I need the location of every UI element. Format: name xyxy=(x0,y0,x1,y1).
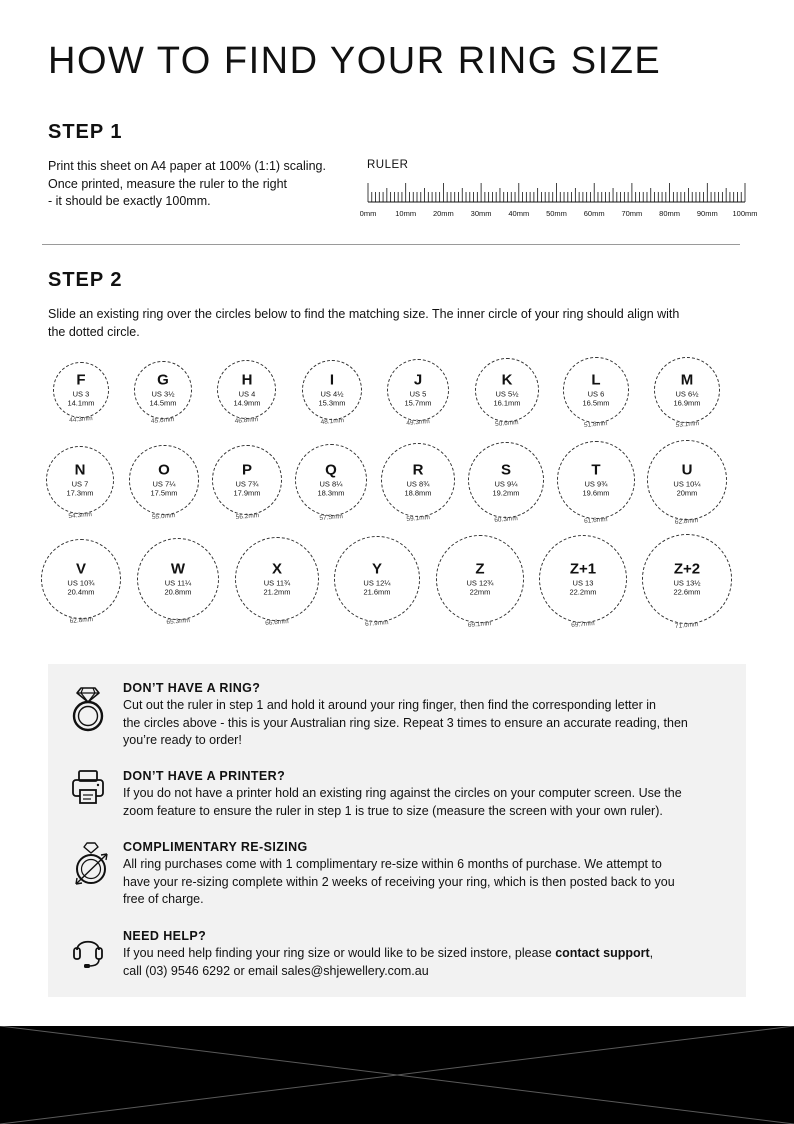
resizing-text xyxy=(123,856,723,909)
help-text xyxy=(123,945,723,980)
ruler-label: RULER xyxy=(367,159,409,171)
contact-support-link[interactable]: contact support xyxy=(555,946,650,960)
resize-ring-icon xyxy=(70,840,114,892)
ring-size-circle xyxy=(46,446,115,521)
ring-letter: X xyxy=(271,560,282,578)
ring-size-circle xyxy=(468,442,544,525)
ring-us-size: US 9¼ xyxy=(494,479,518,489)
help-heading: NEED HELP? xyxy=(123,929,207,943)
ring-diameter: 15.3mm xyxy=(318,398,346,408)
no-ring-heading: DON’T HAVE A RING? xyxy=(123,681,261,695)
ruler-tick-label: 90mm xyxy=(696,209,718,218)
ring-diameter: 22.6mm xyxy=(673,587,701,597)
ring-label xyxy=(335,560,419,597)
ring-label xyxy=(648,461,725,498)
ring-us-size: US 11¼ xyxy=(164,578,192,588)
ring-us-size: US 5 xyxy=(409,389,427,399)
ring-size-circle xyxy=(212,445,283,522)
ring-label xyxy=(296,461,366,498)
step2-instructions: Slide an existing ring over the circles below to find the matching size. The inner circle of your ring should align with the dotted circle. xyxy=(48,307,680,339)
ring-us-size: US 7¾ xyxy=(235,479,259,489)
ring-circumference: 46.8mm xyxy=(234,416,259,426)
ring-letter: F xyxy=(76,371,86,389)
ring-us-size: US 8¼ xyxy=(319,479,343,489)
step1-instructions xyxy=(48,158,348,211)
ruler-tick-label: 50mm xyxy=(546,209,567,218)
ring-size-circle xyxy=(217,360,276,426)
ruler xyxy=(360,176,780,224)
ring-diameter: 21.2mm xyxy=(263,587,291,597)
ring-icon xyxy=(70,682,106,732)
ring-us-size: US 3 xyxy=(72,389,90,399)
ring-circumference: 57.5mm xyxy=(318,513,343,523)
ring-label xyxy=(388,371,448,408)
ruler-tick-label: 30mm xyxy=(470,209,492,218)
ring-diameter: 19.2mm xyxy=(492,488,520,498)
ring-circumference: 44.3mm xyxy=(68,414,93,424)
ring-circumference: 55.0mm xyxy=(151,511,176,521)
ring-letter: L xyxy=(591,371,601,389)
ring-size-circle xyxy=(41,539,122,626)
ring-letter: Z+2 xyxy=(673,560,701,578)
ring-circumference: 51.8mm xyxy=(583,419,608,429)
ring-label xyxy=(42,560,121,597)
ruler-tick-label: 0mm xyxy=(360,209,377,218)
ring-letter: W xyxy=(170,560,186,578)
ring-circumference: 66.6mm xyxy=(264,617,289,627)
ring-size-circle xyxy=(235,537,319,627)
ring-diameter: 14.5mm xyxy=(149,398,177,408)
ring-us-size: US 4 xyxy=(238,389,256,399)
ring-size-circle xyxy=(642,534,731,630)
ring-us-size: US 9¾ xyxy=(584,479,608,489)
text-line: zoom feature to ensure the ruler in step 1 is true to size (measure the screen with your own ruler). xyxy=(123,803,663,818)
ring-letter: N xyxy=(74,461,86,479)
ruler-tick-label: 10mm xyxy=(395,209,417,218)
ring-us-size: US 6 xyxy=(587,389,605,399)
text-line: the circles above - this is your Australian ring size. Repeat 3 times to ensure an accurate reading, then xyxy=(123,715,688,730)
ring-circumference: 62.8mm xyxy=(674,516,699,526)
ring-diameter: 15.7mm xyxy=(404,398,432,408)
text-line: have your re-sizing complete within 2 weeks of receiving your ring, which is then posted back to you xyxy=(123,874,675,889)
ring-diameter: 17.9mm xyxy=(233,488,261,498)
ring-label xyxy=(213,461,282,498)
ring-size-circle xyxy=(53,362,109,424)
ring-label xyxy=(655,371,720,408)
ring-diameter: 14.9mm xyxy=(233,398,261,408)
ring-circumference: 61.6mm xyxy=(583,515,608,525)
ring-letter: U xyxy=(681,461,693,479)
ring-letter: H xyxy=(241,371,253,389)
ruler-tick-label: 20mm xyxy=(432,209,454,218)
step1-line: - it should be exactly 100mm. xyxy=(48,194,211,208)
no-printer-text xyxy=(123,785,723,820)
ring-us-size: US 4½ xyxy=(320,389,344,399)
no-ring-section xyxy=(123,680,723,750)
ring-size-circle xyxy=(436,535,523,629)
text-line: Cut out the ruler in step 1 and hold it around your ring finger, then find the corresponding letter in xyxy=(123,698,656,712)
ring-us-size: US 12¾ xyxy=(466,578,494,588)
ring-us-size: US 11¾ xyxy=(263,578,291,588)
text-line: If you do not have a printer hold an existing ring against the circles on your computer screen. Use the xyxy=(123,786,682,800)
ring-circumference: 50.6mm xyxy=(494,418,519,428)
ring-diameter: 14.1mm xyxy=(67,398,95,408)
ring-circumference: 53.1mm xyxy=(674,420,699,430)
ring-label xyxy=(130,461,197,498)
ring-circumference: 49.3mm xyxy=(405,418,430,428)
ring-us-size: US 7¼ xyxy=(152,479,176,489)
ring-label xyxy=(469,461,543,498)
no-printer-section xyxy=(123,768,723,820)
ring-us-size: US 10¼ xyxy=(673,479,701,489)
ring-circumference: 69.1mm xyxy=(467,619,492,629)
text-line: free of charge. xyxy=(123,892,204,906)
ruler-tick-label: 70mm xyxy=(621,209,643,218)
footer-graphic xyxy=(0,1026,794,1124)
ring-diameter: 16.1mm xyxy=(493,398,521,408)
text-line: you’re ready to order! xyxy=(123,733,242,747)
printer-icon xyxy=(70,768,106,808)
ring-size-circle xyxy=(334,536,420,628)
help-text-suffix: , xyxy=(649,946,654,960)
ring-letter: Y xyxy=(371,560,382,578)
ruler-tick-label: 40mm xyxy=(508,209,530,218)
ring-us-size: US 8¾ xyxy=(406,479,430,489)
ring-letter: P xyxy=(241,461,252,479)
no-ring-text xyxy=(123,697,723,750)
ring-diameter: 18.3mm xyxy=(317,488,345,498)
ring-letter: Q xyxy=(325,461,337,479)
ring-size-circle xyxy=(137,538,219,627)
help-section xyxy=(123,928,723,980)
ring-diameter: 22mm xyxy=(469,587,491,597)
ring-label xyxy=(558,461,634,498)
ring-circumference: 45.6mm xyxy=(150,415,175,425)
ring-diameter: 18.8mm xyxy=(404,488,432,498)
ring-us-size: US 7 xyxy=(71,479,89,489)
ring-letter: V xyxy=(75,560,86,578)
ring-label xyxy=(437,560,522,597)
ring-size-circle xyxy=(381,443,455,524)
ring-label xyxy=(47,461,114,498)
ring-size-circle xyxy=(539,535,627,629)
ring-letter: R xyxy=(412,461,424,479)
ring-us-size: US 13 xyxy=(572,578,594,588)
ring-us-size: US 6½ xyxy=(675,389,699,399)
text-line xyxy=(123,946,653,960)
ring-letter: K xyxy=(501,371,513,389)
page-title: HOW TO FIND YOUR RING SIZE xyxy=(48,40,662,82)
step1-heading: STEP 1 xyxy=(48,121,123,143)
ring-label xyxy=(54,371,108,408)
ring-circumference: 59.1mm xyxy=(405,514,430,524)
ring-diameter: 20.8mm xyxy=(164,587,192,597)
ring-circumference: 54.3mm xyxy=(67,511,92,521)
ring-label xyxy=(218,371,275,408)
ring-circumference: 67.9mm xyxy=(364,618,389,628)
ring-us-size: US 12¼ xyxy=(363,578,391,588)
divider xyxy=(42,244,740,245)
ring-circumference: 56.2mm xyxy=(234,512,259,522)
ring-us-size: US 13½ xyxy=(673,578,701,588)
step1-line: Once printed, measure the ruler to the right xyxy=(48,176,288,191)
ring-diameter: 17.5mm xyxy=(150,488,178,498)
footer-band xyxy=(0,1026,794,1124)
ring-size-circle xyxy=(557,441,635,525)
ring-label xyxy=(540,560,626,597)
ring-diameter: 16.5mm xyxy=(582,398,610,408)
ring-circumference: 62.8mm xyxy=(68,616,93,626)
ring-us-size: US 5½ xyxy=(495,389,519,399)
step1-line: Print this sheet on A4 paper at 100% (1:1) scaling. xyxy=(48,159,326,173)
ring-us-size: US 3½ xyxy=(151,389,175,399)
ring-label xyxy=(236,560,318,597)
ring-size-circle xyxy=(129,445,198,521)
ring-letter: Z+1 xyxy=(569,560,597,578)
ring-size-circle xyxy=(134,361,191,425)
ring-us-size: US 10¾ xyxy=(67,578,95,588)
ring-letter: M xyxy=(680,371,694,389)
ring-letter: Z xyxy=(475,560,485,578)
no-printer-heading: DON’T HAVE A PRINTER? xyxy=(123,769,286,783)
ring-diameter: 17.3mm xyxy=(66,488,94,498)
ring-size-circle xyxy=(387,359,449,428)
ring-size-circle xyxy=(563,357,628,429)
ring-letter: S xyxy=(500,461,511,479)
ring-diameter: 20.4mm xyxy=(67,587,95,597)
ring-letter: G xyxy=(157,371,169,389)
ruler-tick-label: 100mm xyxy=(732,209,758,218)
help-text-prefix: If you need help finding your ring size or would like to be sized instore, please xyxy=(123,946,556,960)
ring-letter: T xyxy=(591,461,601,479)
ring-label xyxy=(476,371,538,408)
resizing-section xyxy=(123,839,723,909)
ring-size-circle xyxy=(302,360,363,427)
ring-label xyxy=(382,461,454,498)
step2-heading: STEP 2 xyxy=(48,269,123,291)
ring-diameter: 16.9mm xyxy=(673,398,701,408)
contact-details: call (03) 9546 6292 or email sales@shjewellery.com.au xyxy=(123,963,429,978)
ring-label xyxy=(135,371,190,408)
ring-circumference: 60.3mm xyxy=(493,514,518,525)
ring-circumference: 69.7mm xyxy=(570,619,595,629)
ring-circumference: 71.0mm xyxy=(674,620,699,630)
ring-label xyxy=(643,560,730,597)
ring-size-circle xyxy=(295,444,367,523)
ring-diameter: 19.6mm xyxy=(582,488,610,498)
headset-icon xyxy=(70,930,106,970)
text-line: All ring purchases come with 1 complimentary re-size within 6 months of purchase. We attempt to xyxy=(123,857,662,871)
ruler-tick-label: 60mm xyxy=(583,209,605,218)
ruler-tick-label: 80mm xyxy=(659,209,681,218)
ring-label xyxy=(303,371,362,408)
ring-size-circle xyxy=(647,440,726,526)
ring-letter: I xyxy=(329,371,335,389)
ring-size-circle xyxy=(475,358,539,428)
ring-diameter: 21.6mm xyxy=(363,587,391,597)
ring-label xyxy=(564,371,627,408)
info-box xyxy=(48,664,746,997)
ring-circumference: 65.3mm xyxy=(165,617,190,627)
ring-letter: O xyxy=(158,461,170,479)
ring-circumference: 48.1mm xyxy=(319,417,344,427)
ring-label xyxy=(138,560,218,597)
ring-size-circle xyxy=(654,357,721,430)
ring-diameter: 20mm xyxy=(676,488,698,498)
ring-diameter: 22.2mm xyxy=(569,587,597,597)
resizing-heading: COMPLIMENTARY RE-SIZING xyxy=(123,840,308,854)
ring-letter: J xyxy=(413,371,423,389)
